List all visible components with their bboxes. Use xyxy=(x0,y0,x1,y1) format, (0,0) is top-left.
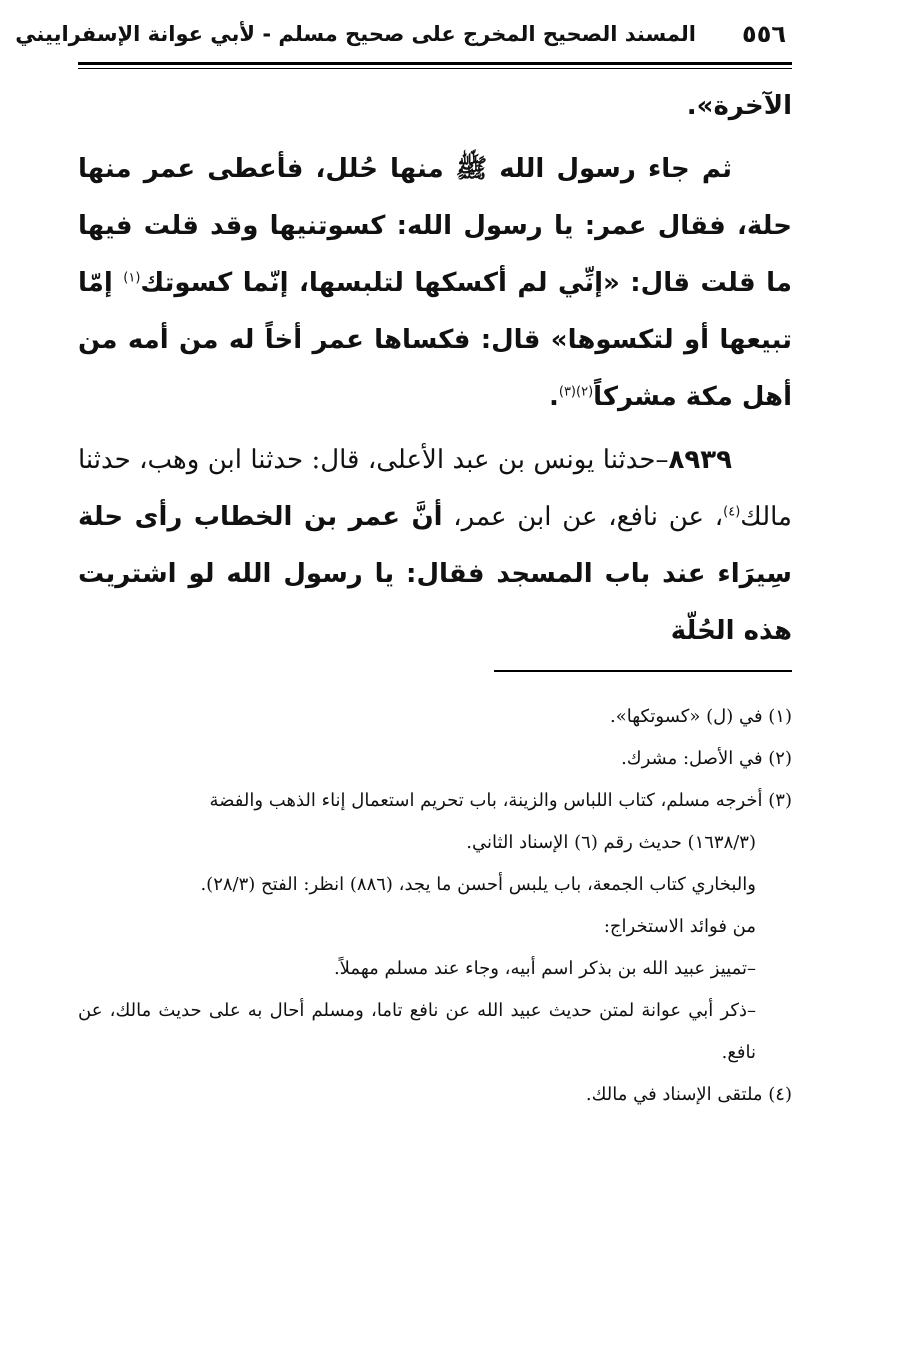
footnote-3-line-1: (٣) أخرجه مسلم، كتاب اللباس والزينة، باب تحريم استعمال إناء الذهب والفضة xyxy=(209,790,792,811)
page-number: ٥٥٦ xyxy=(742,20,786,48)
footnote-separator xyxy=(494,670,792,672)
footnote-3-line-6: –ذكر أبي عوانة لمتن حديث عبيد الله عن نافع تاما، ومسلم أحال به على حديث مالك، عن نافع. xyxy=(78,1000,756,1063)
footnote-4: (٤) ملتقى الإسناد في مالك. xyxy=(585,1084,792,1105)
matn-text: أنَّ عمر بن الخطاب رأى حلة سِيرَاء عند باب المسجد فقال: يا رسول الله لو اشتريت هذه الحُلّة xyxy=(78,502,792,646)
footnote-ref-1: (١) xyxy=(123,270,141,286)
page-header xyxy=(15,14,792,66)
para1-text-c: . xyxy=(548,382,559,412)
header-rule-thick xyxy=(78,62,792,65)
isnad-chain-b: ، عن نافع، عن ابن عمر، xyxy=(442,502,724,532)
footnote-ref-2-3: (٢)(٣) xyxy=(558,384,594,400)
footnote-ref-4: (٤) xyxy=(723,504,741,520)
paragraph-hadith-end xyxy=(78,141,792,426)
header-rule-thin xyxy=(78,68,792,69)
footnote-2: (٢) في الأصل: مشرك. xyxy=(621,748,792,769)
para1-text-b: إمّا تبيعها أو لتكسوها» قال: فكساها عمر أخاً له من أمه من أهل مكة مشركاً xyxy=(78,268,792,412)
footnotes-section xyxy=(78,696,792,1116)
para1-text-a: ثم جاء رسول الله ﷺ منها حُلل، فأعطى عمر منها حلة، فقال عمر: يا رسول الله: كسوتنيها وقد قلت فيها ما قلت قال: «إنِّي لم أكسكها لتلبسها، إنّما كسوتك xyxy=(78,154,792,298)
running-title: المسند الصحيح المخرج على صحيح مسلم - لأبي عوانة الإسفراييني xyxy=(15,22,696,46)
hadith-number: ٨٩٣٩ xyxy=(668,445,732,475)
isnad-chain-a: –حدثنا يونس بن عبد الأعلى، قال: حدثنا ابن وهب، حدثنا مالك xyxy=(78,445,792,532)
continued-line: الآخرة». xyxy=(686,91,792,121)
main-text xyxy=(78,78,792,660)
footnote-3-line-5: –تمييز عبيد الله بن بذكر اسم أبيه، وجاء عند مسلم مهملاً. xyxy=(333,958,756,979)
paragraph-hadith-8939 xyxy=(78,432,792,660)
footnote-3-line-3: والبخاري كتاب الجمعة، باب يلبس أحسن ما يجد، (٨٨٦) انظر: الفتح (٢٨/٣). xyxy=(200,874,756,895)
footnote-3-line-4: من فوائد الاستخراج: xyxy=(603,916,756,937)
footnote-1: (١) في (ل) «كسوتكها». xyxy=(609,706,792,727)
footnote-3-line-2: (١٦٣٨/٣) حديث رقم (٦) الإسناد الثاني. xyxy=(466,832,756,853)
